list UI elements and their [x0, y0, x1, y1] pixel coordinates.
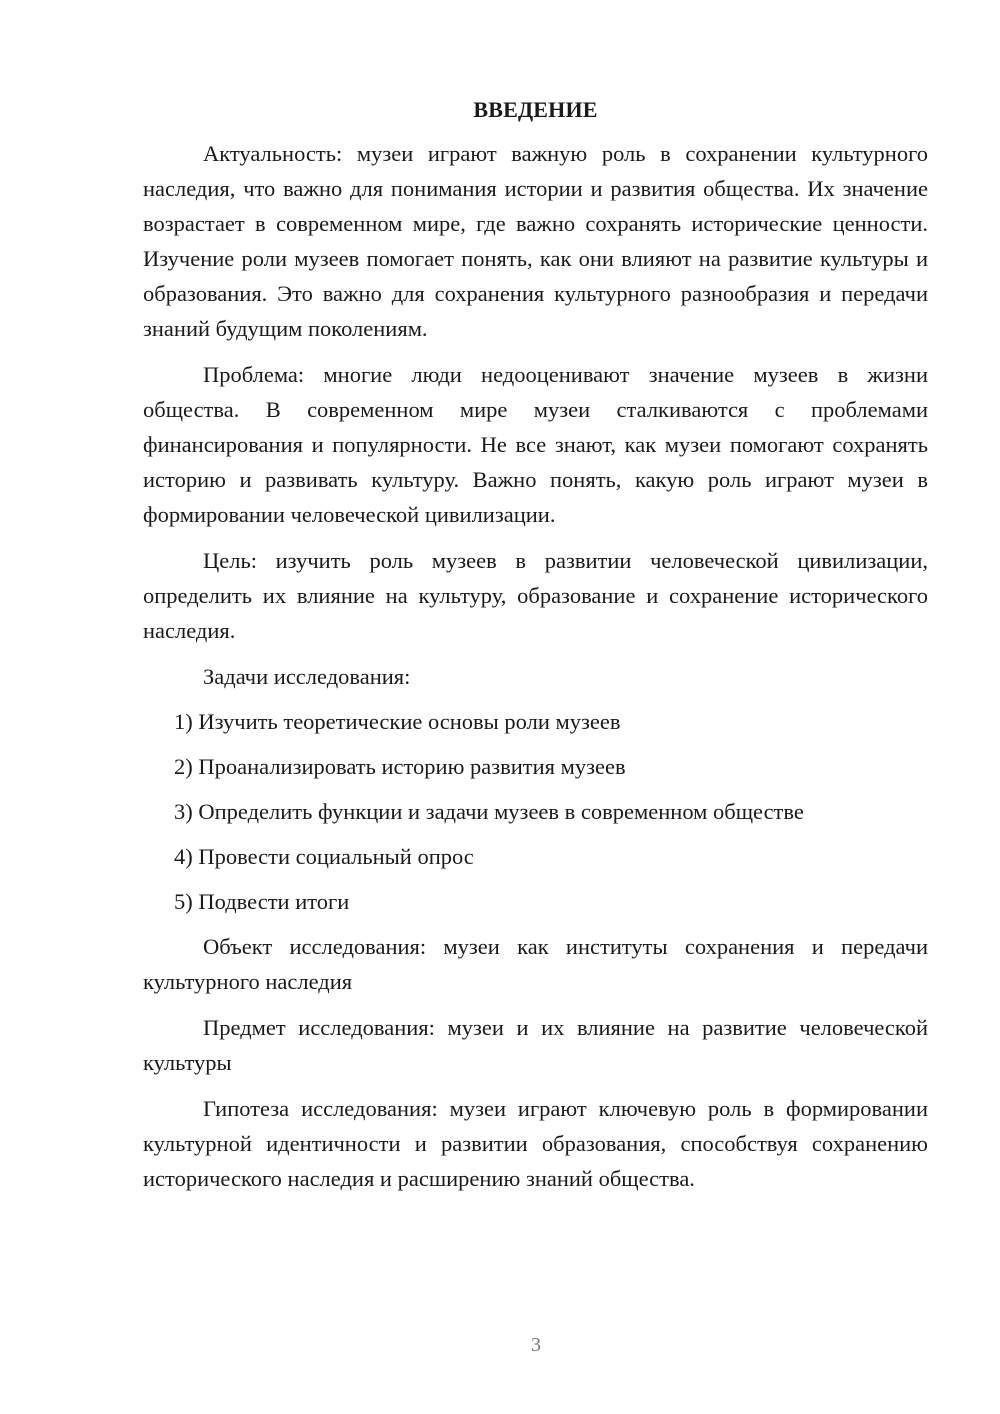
page-content: [143, 92, 928, 1207]
task-item-2: 2) Проанализировать историю развития музеев: [174, 754, 626, 779]
paragraph-goal: Цель: изучить роль музеев в развитии человеческой цивилизации, определить их влияние на культуру, образование и сохранение исторического наследия.: [143, 548, 928, 643]
task-item-3: 3) Определить функции и задачи музеев в современном обществе: [174, 799, 804, 824]
page-title: ВВЕДЕНИЕ: [473, 97, 598, 122]
task-item-1: 1) Изучить теоретические основы роли музеев: [174, 709, 621, 734]
task-list: [143, 704, 928, 919]
task-item-4: 4) Провести социальный опрос: [174, 844, 474, 869]
task-item-5: 5) Подвести итоги: [174, 889, 350, 914]
paragraph-hypothesis: Гипотеза исследования: музеи играют ключевую роль в формировании культурной идентичности и развитии образования, способствуя сохранению исторического наследия и расширению знаний общества.: [143, 1096, 928, 1191]
tasks-heading: Задачи исследования:: [203, 664, 411, 689]
paragraph-object: Объект исследования: музеи как институты сохранения и передачи культурного наследия: [143, 934, 928, 994]
paragraph-subject: Предмет исследования: музеи и их влияние на развитие человеческой культуры: [143, 1015, 928, 1075]
page-number: 3: [531, 1334, 541, 1356]
paragraph-relevance: Актуальность: музеи играют важную роль в сохранении культурного наследия, что важно для понимания истории и развития общества. Их значение возрастает в современном мире, где важно сохранять исторические ценности. Изучение роли музеев помогает понять, как они влияют на развитие культуры и образования. Это важно для сохранения культурного разнообразия и передачи знаний будущим поколениям.: [143, 141, 928, 341]
paragraph-problem: Проблема: многие люди недооценивают значение музеев в жизни общества. В современном мире музеи сталкиваются с проблемами финансирования и популярности. Не все знают, как музеи помогают сохранять историю и развивать культуру. Важно понять, какую роль играют музеи в формировании человеческой цивилизации.: [143, 362, 928, 527]
